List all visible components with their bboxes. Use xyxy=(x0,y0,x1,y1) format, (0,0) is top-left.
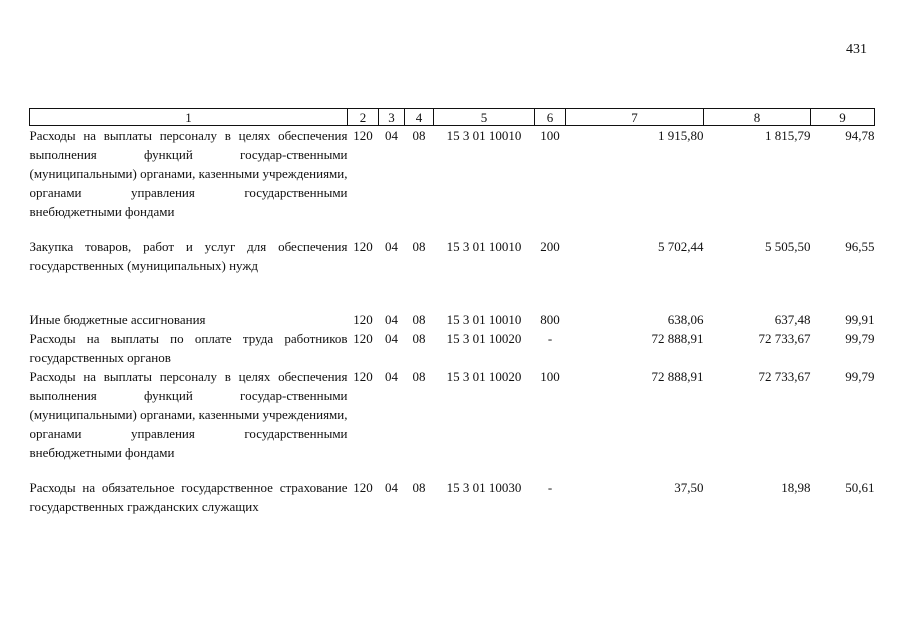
cell-col4: 08 xyxy=(412,239,426,254)
col-header-2: 2 xyxy=(348,109,379,126)
table-row xyxy=(30,126,875,238)
cell-col4: 08 xyxy=(412,480,426,495)
cell-col8: 1 815,79 xyxy=(765,128,811,143)
cell-col7: 638,06 xyxy=(667,312,704,327)
cell-col6: 200 xyxy=(540,239,560,254)
cell-col2: 120 xyxy=(353,128,373,143)
cell-col9: 94,78 xyxy=(845,128,875,143)
cell-col4: 08 xyxy=(412,312,426,327)
cell-col3: 04 xyxy=(385,480,398,495)
page-number: 431 xyxy=(846,42,867,57)
cell-col9: 99,91 xyxy=(845,312,875,327)
cell-col5: 15 3 01 10030 xyxy=(446,480,522,495)
col-header-3: 3 xyxy=(379,109,405,126)
cell-col7: 72 888,91 xyxy=(651,369,704,384)
row-description: Расходы на выплаты персоналу в целях обеспечения выполнения функций государ-ственными (муниципальными) органами, казенными учреждениями, органами управления государственными внебюджетными фондами xyxy=(29,369,348,460)
table-row xyxy=(30,310,875,329)
cell-col3: 04 xyxy=(385,239,398,254)
col-header-8: 8 xyxy=(704,109,811,126)
cell-col5: 15 3 01 10020 xyxy=(446,331,522,346)
cell-col5: 15 3 01 10010 xyxy=(446,312,522,327)
row-description: Расходы на выплаты по оплате труда работников государственных органов xyxy=(29,331,348,365)
cell-col2: 120 xyxy=(353,331,373,346)
cell-col7: 1 915,80 xyxy=(658,128,704,143)
cell-col6: - xyxy=(547,480,553,495)
row-description: Иные бюджетные ассигнования xyxy=(29,312,206,327)
cell-col8: 72 733,67 xyxy=(758,369,811,384)
cell-col3: 04 xyxy=(385,331,398,346)
cell-col2: 120 xyxy=(353,480,373,495)
cell-col9: 50,61 xyxy=(845,480,875,495)
cell-col9: 99,79 xyxy=(845,369,875,384)
cell-col3: 04 xyxy=(385,369,398,384)
cell-col2: 120 xyxy=(353,312,373,327)
table-row xyxy=(30,478,875,516)
cell-col2: 120 xyxy=(353,369,373,384)
cell-col6: 100 xyxy=(540,128,560,143)
row-description: Расходы на обязательное государственное страхование государственных гражданских служащих xyxy=(29,480,348,514)
cell-col3: 04 xyxy=(385,128,398,143)
cell-col4: 08 xyxy=(412,128,426,143)
col-header-9: 9 xyxy=(811,109,875,126)
cell-col6: 800 xyxy=(540,312,560,327)
col-header-5: 5 xyxy=(434,109,535,126)
budget-table xyxy=(29,108,875,516)
cell-col9: 96,55 xyxy=(845,239,875,254)
col-header-1: 1 xyxy=(30,109,348,126)
cell-col6: 100 xyxy=(540,369,560,384)
cell-col8: 18,98 xyxy=(781,480,811,495)
cell-col7: 72 888,91 xyxy=(651,331,704,346)
table-row xyxy=(30,367,875,478)
col-header-6: 6 xyxy=(535,109,566,126)
row-description: Расходы на выплаты персоналу в целях обеспечения выполнения функций государ-ственными (муниципальными) органами, казенными учреждениями, органами управления государственными внебюджетными фондами xyxy=(29,128,348,219)
row-description: Закупка товаров, работ и услуг для обеспечения государственных (муниципальных) нужд xyxy=(29,239,348,273)
col-header-4: 4 xyxy=(405,109,434,126)
cell-col8: 637,48 xyxy=(774,312,811,327)
cell-col4: 08 xyxy=(412,369,426,384)
cell-col5: 15 3 01 10010 xyxy=(446,128,522,143)
cell-col4: 08 xyxy=(412,331,426,346)
cell-col2: 120 xyxy=(353,239,373,254)
cell-col7: 5 702,44 xyxy=(658,239,704,254)
table-row xyxy=(30,237,875,310)
cell-col6: - xyxy=(547,331,553,346)
col-header-7: 7 xyxy=(566,109,704,126)
cell-col5: 15 3 01 10020 xyxy=(446,369,522,384)
cell-col5: 15 3 01 10010 xyxy=(446,239,522,254)
cell-col8: 5 505,50 xyxy=(765,239,811,254)
table-row xyxy=(30,329,875,367)
cell-col9: 99,79 xyxy=(845,331,875,346)
cell-col3: 04 xyxy=(385,312,398,327)
column-number-row xyxy=(30,109,875,126)
cell-col8: 72 733,67 xyxy=(758,331,811,346)
cell-col7: 37,50 xyxy=(674,480,704,495)
